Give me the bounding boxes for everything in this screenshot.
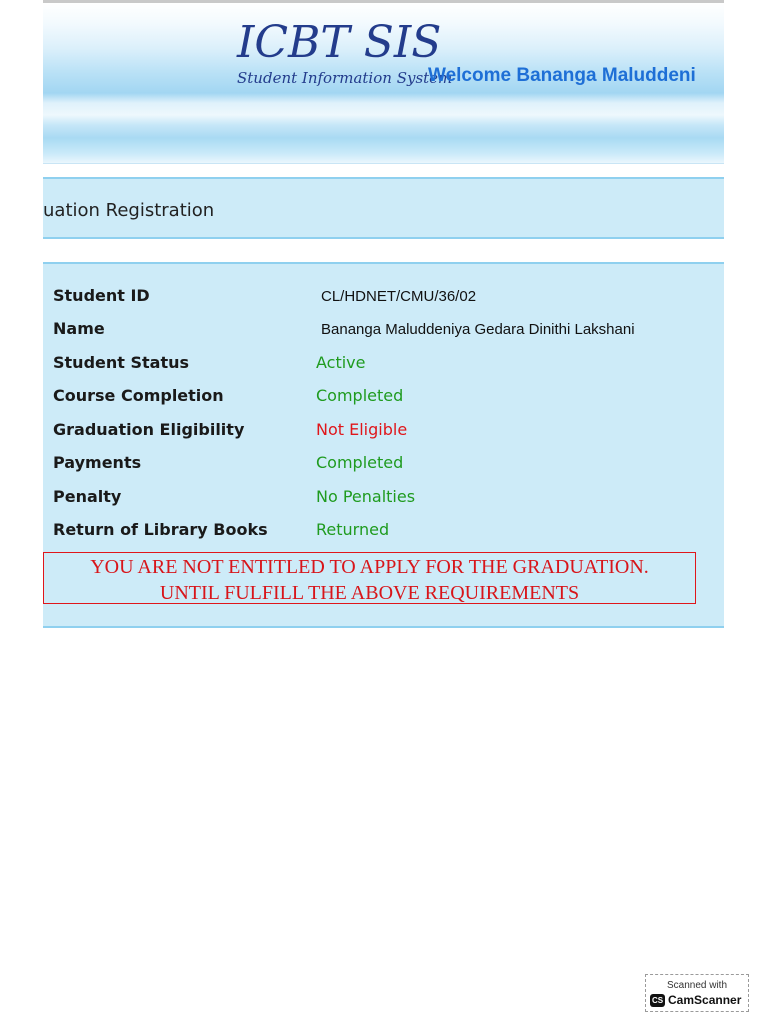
detail-row-name <box>43 319 724 349</box>
status-value: Active <box>316 353 366 372</box>
screenshot-area <box>43 0 724 630</box>
detail-row-library-books <box>43 520 724 550</box>
detail-label: Graduation Eligibility <box>53 420 245 439</box>
notice-line-1: YOU ARE NOT ENTITLED TO APPLY FOR THE GRADUATION. <box>90 556 649 578</box>
detail-row-payments <box>43 453 724 483</box>
camscanner-logo-icon: CS <box>651 996 664 1005</box>
status-value: Completed <box>316 453 404 472</box>
page-title: uation Registration <box>43 200 215 221</box>
detail-value: Bananga Maluddeniya Gedara Dinithi Lakshani <box>321 321 635 338</box>
status-value: No Penalties <box>316 487 416 506</box>
status-value: Returned <box>316 520 390 539</box>
detail-row-student-status <box>43 353 724 383</box>
detail-label: Name <box>53 319 105 338</box>
status-value: Not Eligible <box>316 420 408 439</box>
detail-row-student-id <box>43 286 724 316</box>
detail-row-graduation-eligibility <box>43 420 724 450</box>
section-header <box>43 177 724 239</box>
detail-label: Payments <box>53 453 142 472</box>
detail-row-course-completion <box>43 386 724 416</box>
notice-line-2: UNTIL FULFILL THE ABOVE REQUIREMENTS <box>159 582 580 604</box>
detail-label: Course Completion <box>53 386 224 405</box>
logo-text[interactable]: ICBT SIS <box>237 17 442 68</box>
watermark-brand: CamScanner <box>668 993 742 1007</box>
detail-label: Student ID <box>53 286 150 305</box>
header-banner <box>43 3 724 164</box>
status-value: Completed <box>316 386 404 405</box>
eligibility-notice <box>43 552 696 604</box>
detail-label: Penalty <box>53 487 122 506</box>
student-details-panel <box>43 262 724 628</box>
logo-subtitle: Student Information System <box>237 69 453 87</box>
camscanner-watermark <box>645 974 749 1012</box>
detail-label: Student Status <box>53 353 190 372</box>
watermark-caption: Scanned with <box>666 980 728 991</box>
detail-label: Return of Library Books <box>53 520 268 539</box>
detail-row-penalty <box>43 487 724 517</box>
detail-value: CL/HDNET/CMU/36/02 <box>321 288 477 305</box>
welcome-message: Welcome Bananga Maluddeni <box>428 65 696 86</box>
